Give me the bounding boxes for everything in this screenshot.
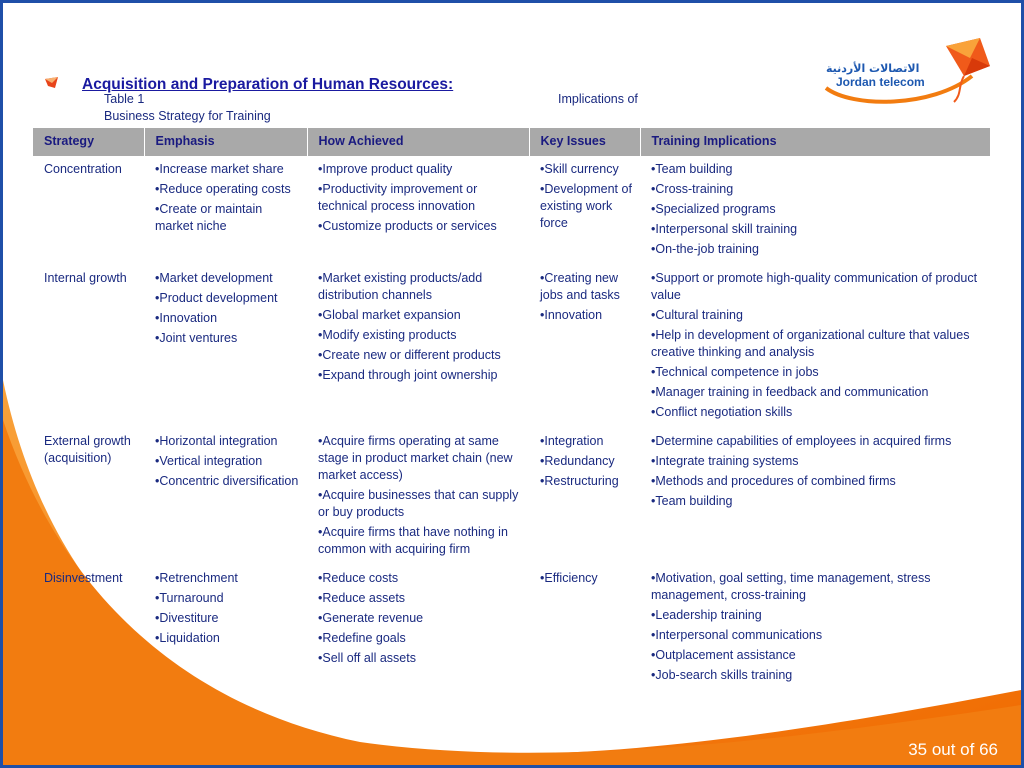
list-item: •Reduce costs — [318, 571, 399, 585]
header-key-issues: Key Issues — [529, 128, 640, 156]
list-item: •On-the-job training — [651, 242, 759, 256]
list-item: •Interpersonal skill training — [651, 222, 798, 236]
list-item: •Help in development of organizational culture that values creative thinking and analysis — [651, 328, 970, 359]
list-item: •Redundancy — [540, 454, 615, 468]
list-item: •Vertical integration — [155, 454, 263, 468]
list-item: •Efficiency — [540, 571, 598, 585]
cell-emphasis — [144, 156, 307, 265]
list-item: •Horizontal integration — [155, 434, 278, 448]
cell-emphasis — [144, 565, 307, 691]
cell-how-achieved — [307, 265, 529, 428]
business-strategy-table — [33, 128, 991, 691]
list-item: •Concentric diversification — [155, 474, 299, 488]
list-item: •Integration — [540, 434, 604, 448]
list-item: •Product development — [155, 291, 278, 305]
cell-how-achieved — [307, 565, 529, 691]
list-item: •Liquidation — [155, 631, 220, 645]
list-item: •Determine capabilities of employees in acquired firms — [651, 434, 952, 448]
list-item: •Redefine goals — [318, 631, 406, 645]
list-item: •Increase market share — [155, 162, 284, 176]
list-item: •Acquire firms that have nothing in common with acquiring firm — [318, 525, 508, 556]
slide-title: Acquisition and Preparation of Human Resources: — [82, 76, 454, 93]
table-caption-title: Business Strategy for Training — [104, 109, 271, 123]
list-item: •Create or maintain market niche — [155, 202, 263, 233]
cell-strategy: Internal growth — [44, 271, 127, 285]
list-item: •Expand through joint ownership — [318, 368, 498, 382]
list-item: •Methods and procedures of combined firms — [651, 474, 896, 488]
table-header-row — [33, 128, 990, 156]
cell-strategy: Disinvestment — [44, 571, 123, 585]
cell-training-implications — [640, 265, 990, 428]
cell-strategy: External growth (acquisition) — [44, 434, 131, 465]
cell-training-implications — [640, 156, 990, 265]
cell-emphasis — [144, 265, 307, 428]
list-item: •Sell off all assets — [318, 651, 416, 665]
list-item: •Acquire businesses that can supply or buy products — [318, 488, 519, 519]
table-caption-implications: Implications of — [558, 92, 638, 106]
list-item: •Cultural training — [651, 308, 743, 322]
table-row — [33, 565, 990, 691]
logo-arabic-text: الاتصالات الأردنية — [826, 62, 920, 75]
cell-how-achieved — [307, 428, 529, 565]
cell-strategy: Concentration — [44, 162, 122, 176]
list-item: •Market existing products/add distribution channels — [318, 271, 483, 302]
list-item: •Innovation — [540, 308, 603, 322]
list-item: •Cross-training — [651, 182, 734, 196]
list-item: •Global market expansion — [318, 308, 461, 322]
list-item: •Manager training in feedback and communication — [651, 385, 929, 399]
page-number: 35 out of 66 — [908, 740, 998, 759]
list-item: •Reduce operating costs — [155, 182, 291, 196]
table-caption-number: Table 1 — [104, 92, 145, 106]
list-item: •Restructuring — [540, 474, 619, 488]
list-item: •Divestiture — [155, 611, 219, 625]
table-row — [33, 428, 990, 565]
list-item: •Productivity improvement or technical process innovation — [318, 182, 478, 213]
list-item: •Turnaround — [155, 591, 224, 605]
list-item: •Market development — [155, 271, 273, 285]
list-item: •Create new or different products — [318, 348, 501, 362]
list-item: •Outplacement assistance — [651, 648, 796, 662]
list-item: •Improve product quality — [318, 162, 453, 176]
kite-bullet-icon — [44, 76, 60, 90]
list-item: •Support or promote high-quality communication of product value — [651, 271, 978, 302]
list-item: •Interpersonal communications — [651, 628, 823, 642]
list-item: •Team building — [651, 494, 733, 508]
list-item: •Acquire firms operating at same stage in product market chain (new market access) — [318, 434, 513, 482]
header-training-implications: Training Implications — [640, 128, 990, 156]
cell-key-issues — [529, 428, 640, 565]
list-item: •Development of existing work force — [540, 182, 632, 230]
list-item: •Motivation, goal setting, time management, stress management, cross-training — [651, 571, 931, 602]
cell-key-issues — [529, 265, 640, 428]
cell-training-implications — [640, 565, 990, 691]
list-item: •Reduce assets — [318, 591, 406, 605]
list-item: •Specialized programs — [651, 202, 776, 216]
list-item: •Innovation — [155, 311, 218, 325]
cell-emphasis — [144, 428, 307, 565]
list-item: •Generate revenue — [318, 611, 424, 625]
table-row — [33, 156, 990, 265]
list-item: •Customize products or services — [318, 219, 497, 233]
list-item: •Leadership training — [651, 608, 762, 622]
header-how-achieved: How Achieved — [307, 128, 529, 156]
list-item: •Technical competence in jobs — [651, 365, 819, 379]
list-item: •Joint ventures — [155, 331, 238, 345]
cell-how-achieved — [307, 156, 529, 265]
list-item: •Job-search skills training — [651, 668, 793, 682]
list-item: •Integrate training systems — [651, 454, 799, 468]
cell-key-issues — [529, 156, 640, 265]
cell-key-issues — [529, 565, 640, 691]
header-emphasis: Emphasis — [144, 128, 307, 156]
list-item: •Creating new jobs and tasks — [540, 271, 620, 302]
logo-english-text: Jordan telecom — [836, 75, 925, 89]
list-item: •Skill currency — [540, 162, 619, 176]
cell-training-implications — [640, 428, 990, 565]
list-item: •Team building — [651, 162, 733, 176]
list-item: •Modify existing products — [318, 328, 457, 342]
list-item: •Retrenchment — [155, 571, 238, 585]
header-strategy: Strategy — [33, 128, 144, 156]
list-item: •Conflict negotiation skills — [651, 405, 793, 419]
table-row — [33, 265, 990, 428]
